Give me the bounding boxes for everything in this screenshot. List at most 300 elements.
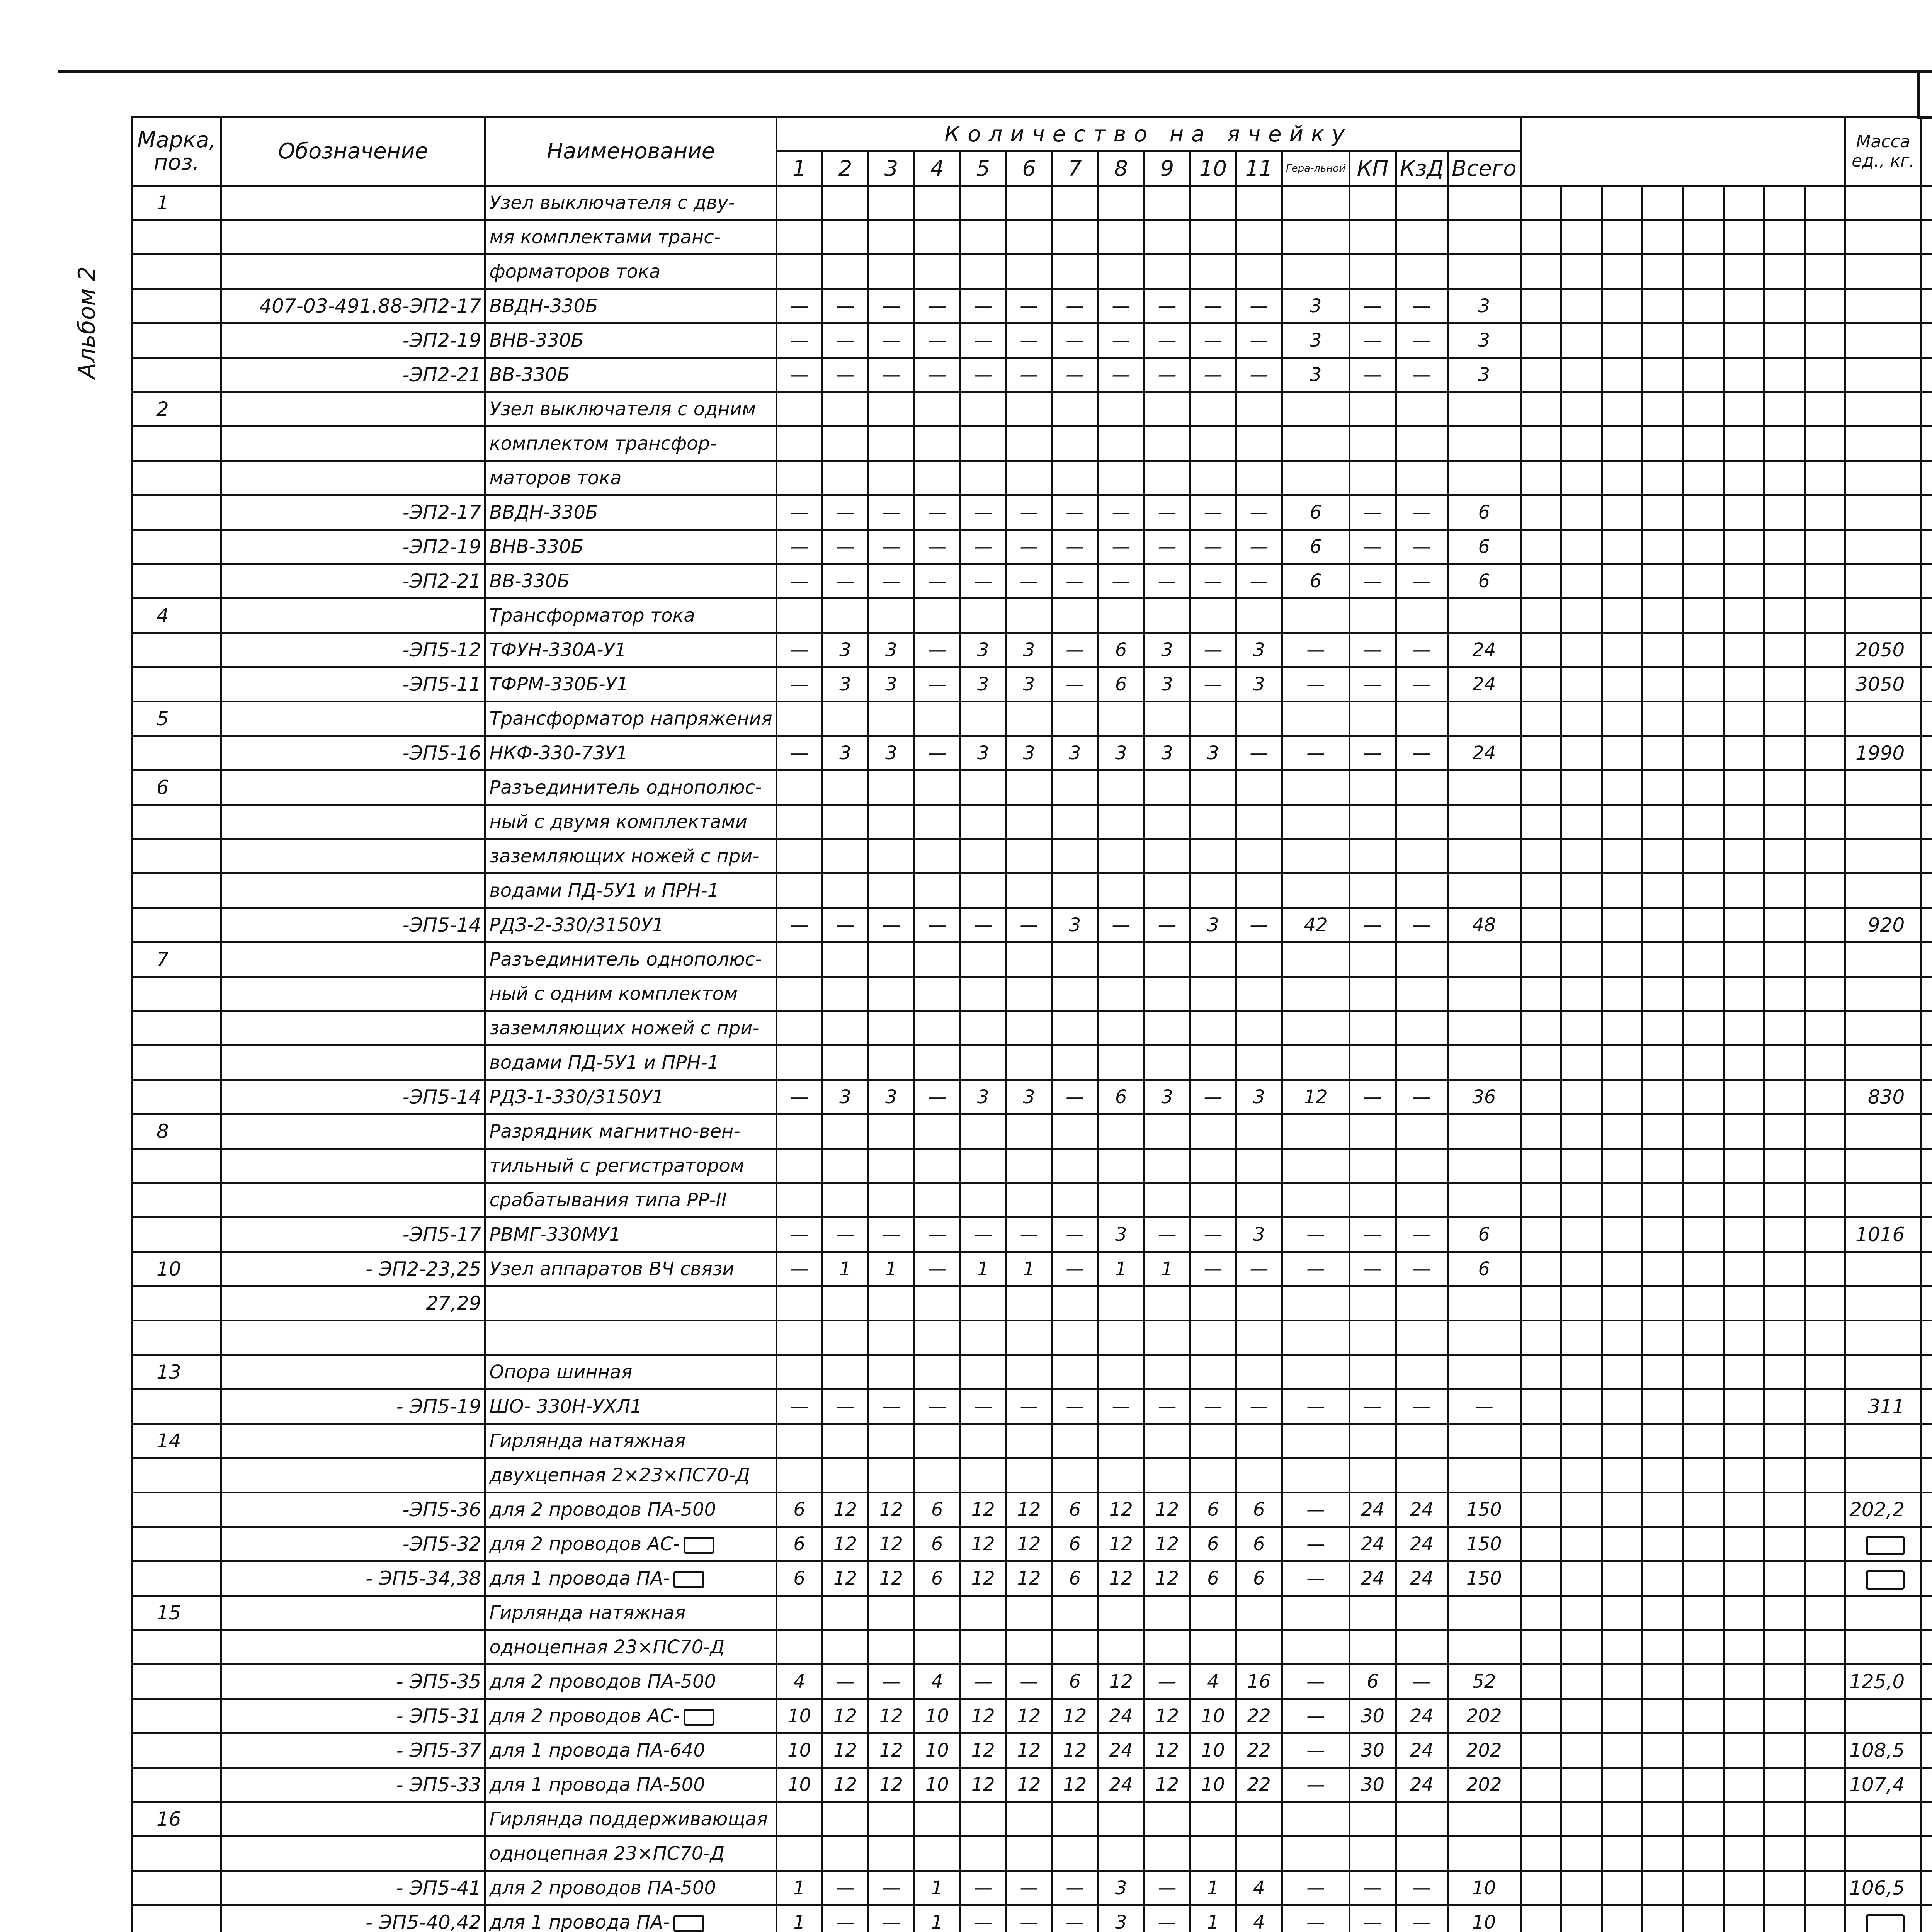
cell-qty <box>1396 461 1447 495</box>
cell-qty: — <box>776 323 822 358</box>
cell-blank <box>1805 1837 1845 1871</box>
cell-blank <box>1602 530 1642 564</box>
cell-qty: — <box>1006 530 1052 564</box>
cell-mass <box>1845 839 1921 874</box>
cell-qty <box>960 805 1006 839</box>
cell-blank <box>1642 220 1683 255</box>
cell-qty: — <box>1396 564 1447 599</box>
table-row <box>133 805 1932 839</box>
cell-name-text: РВМГ-330МУ1 <box>489 1224 621 1245</box>
cell-blank <box>1561 1149 1602 1183</box>
cell-qty: 3 <box>1282 289 1350 323</box>
cell-qty <box>868 942 914 977</box>
cell-designation <box>221 702 485 736</box>
cell-qty: 3 <box>1236 1080 1282 1114</box>
cell-blank <box>1520 530 1561 564</box>
cell-mark: 16 <box>133 1802 221 1837</box>
cell-qty: 12 <box>1006 1561 1052 1596</box>
cell-qty: — <box>1350 358 1396 392</box>
cell-blank <box>1805 736 1845 770</box>
table-row <box>133 495 1932 530</box>
table-row <box>133 1080 1932 1114</box>
cell-qty: 3 <box>868 633 914 667</box>
cell-qty: — <box>1282 1905 1350 1932</box>
cell-mass <box>1845 1630 1921 1665</box>
cell-qty <box>868 1355 914 1389</box>
qty-col-header: Гера-льной <box>1282 151 1350 186</box>
cell-qty: — <box>1350 1252 1396 1286</box>
cell-qty <box>1396 1286 1447 1321</box>
cell-qty: 3 <box>1144 1080 1190 1114</box>
cell-mass <box>1845 1183 1921 1218</box>
cell-qty: 6 <box>1448 1218 1520 1252</box>
cell-qty <box>1350 1321 1396 1355</box>
cell-qty: — <box>776 289 822 323</box>
cell-qty <box>1350 702 1396 736</box>
cell-qty <box>960 770 1006 805</box>
cell-name-text: водами ПД-5У1 и ПРН-1 <box>489 1052 719 1073</box>
cell-note <box>1921 1114 1932 1149</box>
cell-qty <box>1006 1802 1052 1837</box>
cell-blank <box>1805 1252 1845 1286</box>
cell-qty: — <box>1350 667 1396 702</box>
header-mass: Масса ед., кг. <box>1845 117 1921 186</box>
header-name: Наименование <box>485 117 776 186</box>
cell-qty: — <box>960 1905 1006 1932</box>
cell-qty: — <box>914 1252 960 1286</box>
cell-mass <box>1845 1286 1921 1321</box>
header-mark: Марка, поз. <box>133 117 221 186</box>
cell-qty <box>1006 427 1052 461</box>
cell-qty: 3 <box>1098 736 1144 770</box>
cell-qty <box>1448 1046 1520 1080</box>
cell-qty <box>1052 839 1098 874</box>
cell-qty <box>914 1114 960 1149</box>
cell-qty: 3 <box>822 1080 868 1114</box>
cell-qty: 1 <box>1144 1252 1190 1286</box>
cell-qty: — <box>1236 908 1282 942</box>
cell-name <box>485 1149 776 1183</box>
cell-qty: — <box>1098 289 1144 323</box>
cell-qty <box>1236 1286 1282 1321</box>
cell-blank <box>1723 736 1764 770</box>
cell-blank <box>1805 1596 1845 1630</box>
cell-qty: 10 <box>776 1699 822 1733</box>
cell-qty <box>1282 805 1350 839</box>
cell-blank <box>1602 461 1642 495</box>
cell-qty: 16 <box>1236 1665 1282 1699</box>
cell-qty: — <box>1006 564 1052 599</box>
cell-qty: — <box>1282 736 1350 770</box>
cell-qty: — <box>1006 358 1052 392</box>
cell-qty <box>1396 1596 1447 1630</box>
cell-qty <box>1448 599 1520 633</box>
cell-qty: 1 <box>914 1905 960 1932</box>
cell-qty: 6 <box>1098 667 1144 702</box>
cell-blank <box>1764 186 1804 220</box>
cell-qty <box>1350 1424 1396 1458</box>
cell-blank <box>1805 942 1845 977</box>
cell-qty <box>1006 1321 1052 1355</box>
cell-blank <box>1642 1114 1683 1149</box>
cell-qty <box>1396 1802 1447 1837</box>
cell-qty <box>868 1114 914 1149</box>
table-row <box>133 908 1932 942</box>
cell-blank <box>1723 1218 1764 1252</box>
cell-blank <box>1520 1733 1561 1768</box>
cell-qty <box>1190 805 1236 839</box>
cell-qty <box>1236 1837 1282 1871</box>
cell-blank <box>1520 770 1561 805</box>
cell-qty <box>1282 1837 1350 1871</box>
cell-qty: 1 <box>1098 1252 1144 1286</box>
table-row <box>133 1596 1932 1630</box>
cell-qty <box>868 1630 914 1665</box>
cell-note <box>1921 186 1932 220</box>
cell-name <box>485 1286 776 1321</box>
cell-qty: — <box>822 564 868 599</box>
cell-qty <box>1098 1355 1144 1389</box>
cell-blank <box>1683 186 1723 220</box>
cell-qty <box>1396 1458 1447 1493</box>
cell-qty: — <box>960 1218 1006 1252</box>
cell-blank <box>1683 1286 1723 1321</box>
cell-mark <box>133 736 221 770</box>
cell-qty <box>1098 1149 1144 1183</box>
cell-blank <box>1683 1183 1723 1218</box>
cell-blank <box>1764 1114 1804 1149</box>
cell-mass <box>1845 392 1921 427</box>
cell-qty: — <box>960 908 1006 942</box>
cell-mass: 106,5 <box>1845 1871 1921 1905</box>
cell-qty: 6 <box>1282 495 1350 530</box>
cell-blank <box>1642 1665 1683 1699</box>
cell-qty <box>822 392 868 427</box>
cell-blank <box>1602 702 1642 736</box>
table-row <box>133 667 1932 702</box>
cell-qty <box>1006 977 1052 1011</box>
cell-qty <box>1052 1458 1098 1493</box>
cell-qty <box>960 392 1006 427</box>
cell-name <box>485 942 776 977</box>
cell-qty: — <box>1396 323 1447 358</box>
cell-blank <box>1764 392 1804 427</box>
cell-blank <box>1764 530 1804 564</box>
cell-qty <box>1448 1149 1520 1183</box>
cell-qty: — <box>868 1665 914 1699</box>
cell-qty <box>1236 1596 1282 1630</box>
cell-qty: — <box>1052 1871 1098 1905</box>
cell-designation: - ЭП5-37 <box>221 1733 485 1768</box>
cell-qty: — <box>868 289 914 323</box>
cell-qty: — <box>1006 1871 1052 1905</box>
cell-mass <box>1845 495 1921 530</box>
table-row <box>133 1286 1932 1321</box>
cell-qty <box>776 1183 822 1218</box>
cell-blank <box>1723 1837 1764 1871</box>
cell-qty: — <box>822 1218 868 1252</box>
cell-name <box>485 495 776 530</box>
cell-blank <box>1642 1183 1683 1218</box>
cell-blank <box>1642 1424 1683 1458</box>
cell-qty <box>822 1802 868 1837</box>
cell-blank <box>1561 667 1602 702</box>
cell-qty <box>1236 255 1282 289</box>
cell-blank <box>1642 736 1683 770</box>
cell-qty <box>960 1286 1006 1321</box>
cell-designation: -ЭП2-19 <box>221 323 485 358</box>
cell-qty <box>1098 255 1144 289</box>
cell-blank <box>1805 461 1845 495</box>
cell-qty <box>1282 392 1350 427</box>
table-row <box>133 1011 1932 1046</box>
top-border <box>58 70 1932 73</box>
cell-qty <box>1098 392 1144 427</box>
cell-qty: — <box>1052 1218 1098 1252</box>
cell-qty <box>868 1321 914 1355</box>
cell-blank <box>1602 1355 1642 1389</box>
cell-qty: — <box>1282 667 1350 702</box>
cell-qty: — <box>914 667 960 702</box>
cell-qty <box>1052 1355 1098 1389</box>
cell-qty: — <box>1396 289 1447 323</box>
cell-blank <box>1520 908 1561 942</box>
cell-blank <box>1764 1011 1804 1046</box>
cell-qty <box>776 1321 822 1355</box>
cell-blank <box>1683 874 1723 908</box>
cell-blank <box>1642 495 1683 530</box>
cell-blank <box>1723 770 1764 805</box>
cell-mark <box>133 1011 221 1046</box>
cell-qty <box>1350 1802 1396 1837</box>
cell-qty <box>1350 1458 1396 1493</box>
cell-qty <box>1350 1286 1396 1321</box>
cell-name-text: Узел выключателя с одним <box>489 398 756 420</box>
cell-mark <box>133 1046 221 1080</box>
cell-qty <box>1236 942 1282 977</box>
cell-qty <box>776 874 822 908</box>
cell-blank <box>1683 599 1723 633</box>
cell-qty <box>1006 942 1052 977</box>
cell-blank <box>1805 874 1845 908</box>
cell-qty <box>776 1802 822 1837</box>
cell-mark <box>133 1286 221 1321</box>
cell-qty <box>1144 1321 1190 1355</box>
cell-name-text: ВНВ-330Б <box>489 330 584 351</box>
cell-qty: 1 <box>1190 1871 1236 1905</box>
cell-qty <box>1448 1286 1520 1321</box>
cell-name <box>485 839 776 874</box>
cell-blank <box>1723 1046 1764 1080</box>
cell-qty <box>914 1802 960 1837</box>
cell-blank <box>1764 1321 1804 1355</box>
cell-blank <box>1520 255 1561 289</box>
cell-mark <box>133 839 221 874</box>
cell-qty: 3 <box>1190 736 1236 770</box>
qty-col-header: 7 <box>1052 151 1098 186</box>
cell-blank <box>1764 1183 1804 1218</box>
cell-qty: — <box>914 1218 960 1252</box>
cell-blank <box>1602 1733 1642 1768</box>
cell-qty: — <box>1396 1252 1447 1286</box>
cell-blank <box>1723 805 1764 839</box>
cell-mass <box>1845 289 1921 323</box>
cell-blank <box>1520 1768 1561 1802</box>
cell-name-text: ТФРМ-330Б-У1 <box>489 673 629 695</box>
cell-blank <box>1805 805 1845 839</box>
cell-note <box>1921 1458 1932 1493</box>
cell-note <box>1921 392 1932 427</box>
cell-qty <box>1098 427 1144 461</box>
cell-qty <box>1282 461 1350 495</box>
cell-qty <box>868 770 914 805</box>
cell-name <box>485 1905 776 1932</box>
cell-name-text: заземляющих ножей с при- <box>489 845 759 867</box>
cell-qty <box>822 805 868 839</box>
cell-qty <box>1144 1011 1190 1046</box>
cell-blank <box>1520 1252 1561 1286</box>
cell-note <box>1921 633 1932 667</box>
cell-qty <box>1098 186 1144 220</box>
cell-blank <box>1683 770 1723 805</box>
cell-note <box>1921 427 1932 461</box>
cell-qty: — <box>776 667 822 702</box>
cell-qty <box>1144 1596 1190 1630</box>
cell-blank <box>1602 1802 1642 1837</box>
cell-qty <box>1236 392 1282 427</box>
cell-qty <box>1448 1837 1520 1871</box>
cell-qty <box>1144 977 1190 1011</box>
cell-blank <box>1602 1114 1642 1149</box>
cell-mark <box>133 461 221 495</box>
cell-blank <box>1520 1905 1561 1932</box>
cell-blank <box>1520 461 1561 495</box>
cell-qty: — <box>868 1389 914 1424</box>
cell-qty <box>776 1011 822 1046</box>
cell-name <box>485 1355 776 1389</box>
cell-name <box>485 427 776 461</box>
cell-blank <box>1723 1389 1764 1424</box>
cell-blank <box>1805 1802 1845 1837</box>
cell-qty <box>1282 186 1350 220</box>
cell-qty: — <box>1350 495 1396 530</box>
cell-blank <box>1805 427 1845 461</box>
cell-qty <box>1190 977 1236 1011</box>
cell-blank <box>1561 633 1602 667</box>
cell-qty <box>1448 839 1520 874</box>
cell-qty: — <box>960 530 1006 564</box>
cell-name <box>485 1321 776 1355</box>
cell-qty <box>822 427 868 461</box>
cell-mass: 108,5 <box>1845 1733 1921 1768</box>
cell-blank <box>1683 1802 1723 1837</box>
cell-qty <box>822 186 868 220</box>
cell-blank <box>1683 1424 1723 1458</box>
cell-blank <box>1723 1871 1764 1905</box>
cell-blank <box>1805 1080 1845 1114</box>
cell-qty <box>868 1149 914 1183</box>
cell-qty: 12 <box>822 1527 868 1561</box>
cell-mass <box>1845 977 1921 1011</box>
cell-blank <box>1723 1699 1764 1733</box>
cell-blank <box>1561 1355 1602 1389</box>
cell-blank <box>1764 461 1804 495</box>
cell-qty: — <box>1190 1389 1236 1424</box>
cell-blank <box>1561 392 1602 427</box>
cell-qty <box>868 220 914 255</box>
cell-mark <box>133 1527 221 1561</box>
cell-qty: 24 <box>1448 633 1520 667</box>
cell-blank <box>1602 186 1642 220</box>
cell-blank <box>1764 1699 1804 1733</box>
cell-mass <box>1845 1011 1921 1046</box>
cell-qty: — <box>960 289 1006 323</box>
cell-qty <box>1144 1802 1190 1837</box>
table-row <box>133 1114 1932 1149</box>
cell-blank <box>1520 1493 1561 1527</box>
cell-qty: — <box>1006 289 1052 323</box>
cell-qty <box>868 1837 914 1871</box>
cell-blank <box>1805 530 1845 564</box>
cell-qty <box>1052 1114 1098 1149</box>
cell-qty: 3 <box>960 633 1006 667</box>
cell-designation <box>221 839 485 874</box>
cell-qty: — <box>1396 633 1447 667</box>
cell-name <box>485 1733 776 1768</box>
cell-qty <box>1098 770 1144 805</box>
cell-blank <box>1723 461 1764 495</box>
cell-qty <box>1098 702 1144 736</box>
table-row <box>133 977 1932 1011</box>
cell-qty: — <box>960 1665 1006 1699</box>
cell-qty <box>822 770 868 805</box>
cell-note <box>1921 1596 1932 1630</box>
cell-blank <box>1683 942 1723 977</box>
cell-note <box>1921 1218 1932 1252</box>
cell-blank <box>1683 1699 1723 1733</box>
cell-qty <box>914 186 960 220</box>
cell-blank <box>1683 1733 1723 1768</box>
cell-qty: — <box>960 358 1006 392</box>
header-note <box>1921 117 1932 186</box>
cell-note <box>1921 461 1932 495</box>
cell-mass <box>1845 599 1921 633</box>
cell-qty: 6 <box>1448 1252 1520 1286</box>
page-number <box>1917 73 1932 119</box>
cell-qty <box>1282 220 1350 255</box>
cell-blank <box>1561 358 1602 392</box>
cell-designation <box>221 1802 485 1837</box>
cell-qty: — <box>914 633 960 667</box>
cell-name <box>485 186 776 220</box>
cell-qty <box>914 702 960 736</box>
cell-designation <box>221 255 485 289</box>
cell-qty <box>1448 977 1520 1011</box>
cell-designation: -ЭП5-11 <box>221 667 485 702</box>
cell-qty <box>1448 186 1520 220</box>
cell-designation: -ЭП2-19 <box>221 530 485 564</box>
table-row <box>133 1768 1932 1802</box>
cell-qty: — <box>1052 667 1098 702</box>
cell-designation <box>221 1630 485 1665</box>
table-row <box>133 1355 1932 1389</box>
cell-qty <box>1448 874 1520 908</box>
cell-qty: 6 <box>1448 495 1520 530</box>
table-row <box>133 736 1932 770</box>
cell-note <box>1921 1630 1932 1665</box>
cell-qty: 1 <box>1006 1252 1052 1286</box>
cell-mass <box>1845 1424 1921 1458</box>
